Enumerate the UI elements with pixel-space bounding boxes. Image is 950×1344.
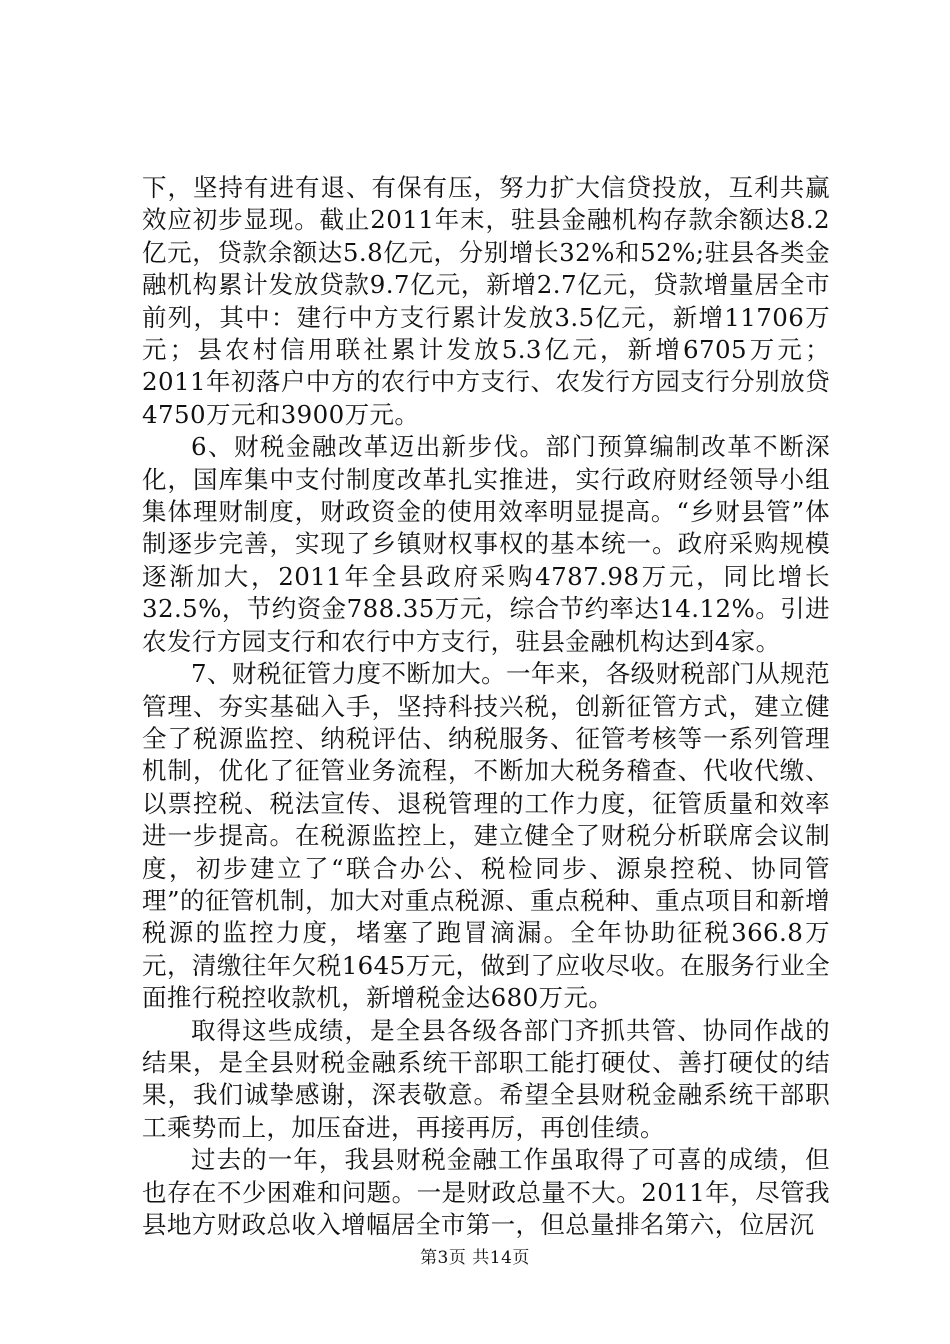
paragraph-item-6: 6、财税金融改革迈出新步伐。部门预算编制改革不断深化，国库集中支付制度改革扎实推进，实行政府财经领导小组集体理财制度，财政资金的使用效率明显提高。“乡财县管”体制逐步完善，实现了乡镇财权事权的基本统一。政府采购规模逐渐加大，2011年全县政府采购4787.98万元，同比增长32.5%，节约资金788.35万元，综合节约率达14.12%。引进农发行方园支行和农行中方支行，驻县金融机构达到4家。 (142, 432, 830, 656)
document-body (142, 172, 830, 1241)
page-footer: 第3页 共14页 (420, 1248, 530, 1268)
paragraph-problems: 过去的一年，我县财税金融工作虽取得了可喜的成绩，但也存在不少困难和问题。一是财政总量不大。2011年，尽管我县地方财政总收入增幅居全市第一，但总量排名第六，位居沉 (142, 1145, 830, 1239)
paragraph-continuation: 下，坚持有进有退、有保有压，努力扩大信贷投放，互利共赢效应初步显现。截止2011年末，驻县金融机构存款余额达8.2亿元，贷款余额达5.8亿元，分别增长32%和52%;驻县各类金融机构累计发放贷款9.7亿元，新增2.7亿元，贷款增量居全市前列，其中：建行中方支行累计发放3.5亿元，新增11706万元；县农村信用联社累计发放5.3亿元，新增6705万元；2011年初落户中方的农行中方支行、农发行方园支行分别放贷4750万元和3900万元。 (142, 173, 830, 429)
paragraph-achievements: 取得这些成绩，是全县各级各部门齐抓共管、协同作战的结果，是全县财税金融系统干部职工能打硬仗、善打硬仗的结果，我们诚挚感谢，深表敬意。希望全县财税金融系统干部职工乘势而上，加压奋进，再接再厉，再创佳绩。 (142, 1015, 830, 1142)
paragraph-item-7: 7、财税征管力度不断加大。一年来，各级财税部门从规范管理、夯实基础入手，坚持科技兴税，创新征管方式，建立健全了税源监控、纳税评估、纳税服务、征管考核等一系列管理机制，优化了征管业务流程，不断加大税务稽查、代收代缴、以票控税、税法宣传、退税管理的工作力度，征管质量和效率进一步提高。在税源监控上，建立健全了财税分析联席会议制度，初步建立了“联合办公、税检同步、源泉控税、协同管理”的征管机制，加大对重点税源、重点税种、重点项目和新增税源的监控力度，堵塞了跑冒滴漏。全年协助征税366.8万元，清缴往年欠税1645万元，做到了应收尽收。在服务行业全面推行税控收款机，新增税金达680万元。 (142, 659, 830, 1013)
